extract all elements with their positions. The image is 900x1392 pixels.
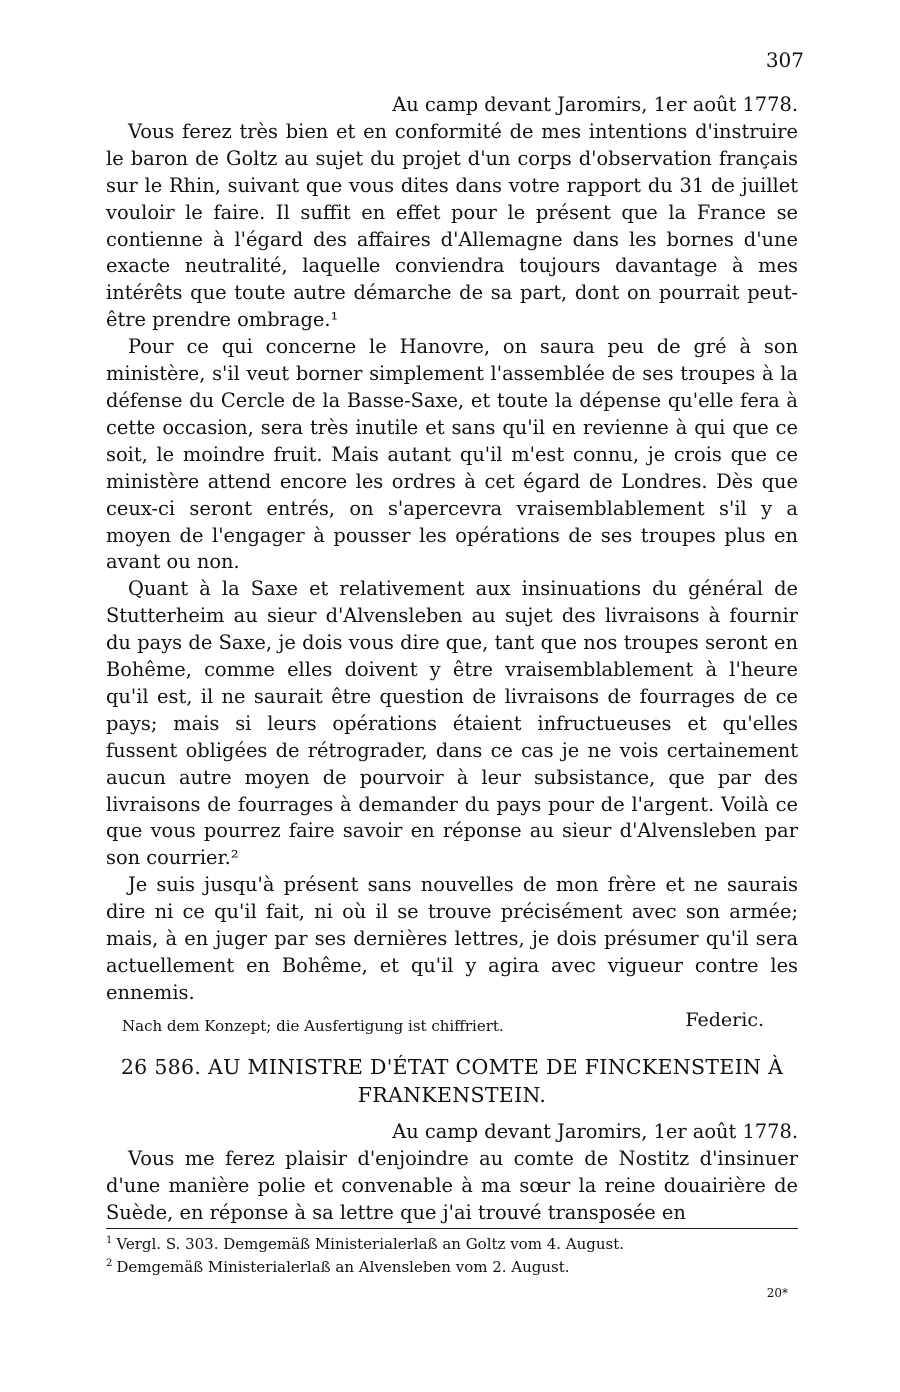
footnote-mark: 1: [106, 1235, 113, 1247]
sheet-signature-mark: 20*: [766, 1286, 788, 1300]
letter1-paragraph-2: Pour ce qui concerne le Hanovre, on saura peu de gré à son ministère, s'il veut borner simplement l'assemblée de ses troupes à la défense du Cercle de la Basse-Saxe, et toute la dépense qu'elle fera à cette occasion, sera très inutile et sans qu'il en revienne à qui que ce soit, le moindre fruit. Mais autant qu'il m'est connu, je crois que ce ministère attend encore les ordres à cet égard de Londres. Dès que ceux-ci seront entrés, on s'apercevra vraisemblablement s'il y a moyen de l'engager à pousser les opérations de ses troupes plus en avant ou non.: [106, 335, 798, 574]
letter2-paragraph-1: Vous me ferez plaisir d'enjoindre au comte de Nostitz d'insinuer d'une manière polie et convenable à ma sœur la reine douairière de Suède, en réponse à sa lettre que j'ai trouvé transposée en: [106, 1146, 798, 1224]
footnote-mark: 2: [106, 1258, 113, 1270]
source-note: Nach dem Konzept; die Ausfertigung ist chiffriert.: [122, 1016, 504, 1035]
footnote-2: [106, 1254, 798, 1277]
footnote-text: Vergl. S. 303. Demgemäß Ministerialerlaß an Goltz vom 4. August.: [116, 1235, 625, 1254]
signature: Federic.: [685, 1008, 764, 1031]
footnote-1: [106, 1231, 798, 1254]
letter2-number: 26 586.: [120, 1054, 202, 1079]
page-number: 307: [765, 48, 804, 72]
letter2-dateline: Au camp devant Jaromirs, 1er août 1778.: [392, 1119, 798, 1143]
letter2-title: AU MINISTRE D'ÉTAT COMTE DE FINCKENSTEIN À FRANKENSTEIN.: [208, 1054, 784, 1107]
signature-row: [106, 1007, 798, 1041]
footnote-rule: [106, 1228, 798, 1229]
letter1-paragraph-1: Vous ferez très bien et en conformité de mes intentions d'instruire le baron de Goltz au sujet du projet d'un corps d'observation français sur le Rhin, suivant que vous dites dans votre rapport du 31 de juillet vouloir le faire. Il suffit en effet pour le présent que la France se contienne à l'égard des affaires d'Allemagne dans les bornes d'une exacte neutralité, laquelle conviendra toujours davantage à mes intérêts que toute autre démarche de sa part, dont on pourrait peut-être prendre ombrage.¹: [106, 119, 798, 332]
footnotes: [106, 1231, 798, 1277]
text-block: [106, 92, 798, 1277]
footnote-text: Demgemäß Ministerialerlaß an Alvensleben vom 2. August.: [116, 1258, 570, 1277]
letter2-heading: [106, 1053, 798, 1109]
letter1-paragraph-3: Quant à la Saxe et relativement aux insinuations du général de Stutterheim au sieur d'Alvensleben au sujet des livraisons à fournir du pays de Saxe, je dois vous dire que, tant que nos troupes seront en Bohême, comme elles doivent y être vraisemblablement à l'heure qu'il est, il ne saurait être question de livraisons de fourrages de ce pays; mais si leurs opérations étaient infructueuses et qu'elles fussent obligées de rétrograder, dans ce cas je ne vois certainement aucun autre moyen de pourvoir à leur subsistance, que par des livraisons de fourrages à demander du pays pour de l'argent. Voilà ce que vous pourrez faire savoir en réponse au sieur d'Alvensleben par son courrier.²: [106, 577, 798, 870]
letter1-dateline: Au camp devant Jaromirs, 1er août 1778.: [392, 93, 798, 116]
letter1-paragraph-4: Je suis jusqu'à présent sans nouvelles de mon frère et ne saurais dire ni ce qu'il fait, ni où il se trouve précisément avec son armée; mais, à en juger par ses dernières lettres, je dois présumer qu'il sera actuellement en Bohême, et qu'il y agira avec vigueur contre les ennemis.: [106, 873, 798, 1004]
